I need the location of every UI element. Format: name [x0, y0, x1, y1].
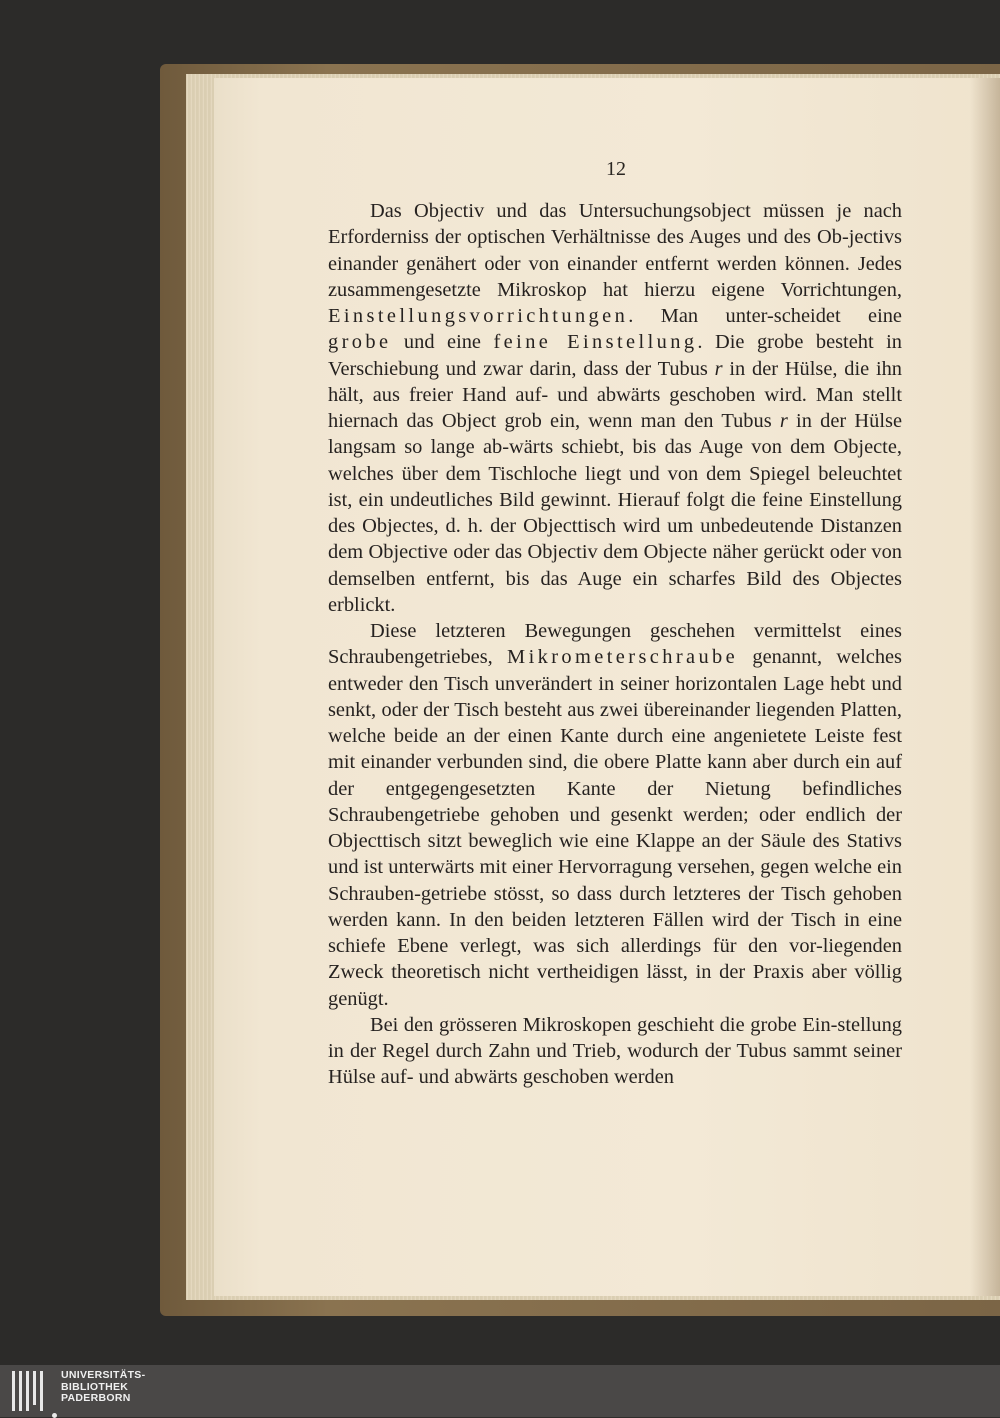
- italic-symbol: r: [714, 357, 723, 380]
- library-logo-icon: [12, 1371, 48, 1415]
- logo-line: UNIVERSITÄTS-: [61, 1369, 146, 1381]
- spaced-term: feine Einstellung: [493, 331, 698, 354]
- text-run: Bei den grösseren Mikroskopen geschieht die grobe Ein-stellung in der Regel durch Zahn und Trieb, wodurch der Tubus sammt seiner Hülse auf- und abwärts geschoben werden: [328, 1013, 902, 1089]
- page-number: 12: [606, 158, 626, 180]
- text-run: in der Hülse langsam so lange ab-wärts schiebt, bis das Auge von dem Objecte, welches über dem Tischloche liegt und von dem Spiegel beleuchtet ist, ein undeutliches Bild gewinnt. Hierauf folgt die feine Einstellung des Objectes, d. h. der Objecttisch wird um unbedeutende Distanzen dem Objective oder das Objectiv dem Objecte näher gerückt oder von demselben entfernt, bis das Auge ein scharfes Bild des Objectes erblickt.: [328, 410, 902, 616]
- logo-line: PADERBORN: [61, 1392, 131, 1404]
- text-run: . Die grobe besteht in Verschiebung und zwar darin, dass der Tubus: [328, 331, 902, 380]
- text-run: und eine: [391, 331, 494, 354]
- text-run: Das Objectiv und das Untersuchungsobject müssen je nach Erforderniss der optischen Verhältnisse des Auges und des Ob-jectivs einander genähert oder von einander entfernt werden können. Jedes zusammengesetzte Mikroskop hat hierzu eigene Vorrichtungen,: [328, 200, 902, 301]
- spaced-term: Einstellungsvorrichtungen: [328, 305, 629, 327]
- text-run: . Man unter-scheidet eine: [628, 305, 902, 327]
- paragraph: [328, 618, 902, 1012]
- page-gutter-shadow: [970, 78, 1000, 1296]
- footer-bar: [0, 1365, 1000, 1417]
- logo-line: BIBLIOTHEK: [61, 1380, 129, 1393]
- book-page: [214, 78, 1000, 1296]
- spaced-term: Mikrometerschraube: [507, 646, 739, 669]
- library-logo-text: [61, 1370, 145, 1405]
- spaced-term: grobe: [328, 331, 392, 354]
- text-run: in der Hülse, die ihn hält, aus freier Hand auf- und abwärts geschoben wird. Man stellt hiernach das Object grob ein, wenn man den Tubus: [328, 357, 902, 432]
- text-run: genannt, welches entweder den Tisch unverändert in seiner horizontalen Lage hebt und senkt, oder der Tisch besteht aus zwei übereinander liegenden Platten, welche beide an der einen Kante durch eine angenietete Leiste fest mit einander verbunden sind, die obere Platte kann aber durch ein auf der entgegengesetzten Kante der Nietung befindliches Schraubengetriebe gehoben und gesenkt werden; oder endlich der Objecttisch sitzt beweglich wie eine Klappe an der Säule des Stativs und ist unterwärts mit einer Hervorragung versehen, gegen welche ein Schrauben-getriebe stösst, so dass durch letzteres der Tisch gehoben werden kann. In den beiden letzteren Fällen wird der Tisch in eine schiefe Ebene verlegt, was sich allerdings für den vor-liegenden Zweck theoretisch nicht vertheidigen lässt, in der Praxis aber völlig genügt.: [328, 646, 902, 1010]
- paragraph: [328, 1012, 902, 1091]
- text-run: Diese letzteren Bewegungen geschehen vermittelst eines Schraubengetriebes,: [328, 620, 902, 669]
- italic-symbol: r: [779, 410, 788, 432]
- paragraph: [328, 198, 902, 618]
- body-text: [328, 198, 902, 1091]
